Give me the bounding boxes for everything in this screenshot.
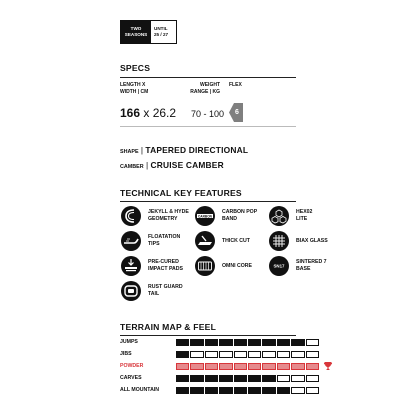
shape-row: SHAPE | TAPERED DIRECTIONAL [120, 145, 249, 155]
weight-range-label: WEIGHT RANGE | KG [190, 82, 220, 95]
rating-segment [219, 375, 232, 382]
terrain-label: CARVES [120, 375, 142, 381]
terrain-title: TERRAIN MAP & FEEL [120, 322, 217, 332]
rating-segment [190, 387, 203, 394]
feature-jekyll-hyde: JEKYLL & HYDE GEOMETRY [120, 205, 189, 227]
camber-value: CRUISE CAMBER [150, 160, 224, 170]
jekyll-hyde-icon [120, 205, 142, 227]
rating-segment [306, 351, 319, 358]
rating-segment [277, 351, 290, 358]
rating-segment [205, 375, 218, 382]
until-label: UNTIL 25 / 27 [151, 21, 176, 43]
terrain-label: POWDER [120, 363, 144, 369]
rating-segment [277, 375, 290, 382]
terrain-rating-bar [176, 351, 320, 358]
terrain-row-all-mountain [120, 386, 340, 396]
rating-segment [306, 339, 319, 346]
rating-segment [205, 387, 218, 394]
length-width-value [120, 106, 176, 120]
biax-glass-icon [268, 230, 290, 252]
weight-range-value: 70 - 100 [191, 109, 225, 119]
sintered-base-icon-text: SN17 [273, 263, 285, 269]
rating-segment [219, 387, 232, 394]
rating-segment [205, 351, 218, 358]
terrain-row-powder [120, 362, 340, 372]
rating-segment [234, 351, 247, 358]
terrain-row-carves [120, 374, 340, 384]
flex-label: FLEX [229, 82, 242, 88]
terrain-row-jibs [120, 350, 340, 360]
rating-segment [248, 339, 261, 346]
terrain-rating-bar [176, 339, 320, 346]
feature-omni-core: OMNI CORE [194, 255, 252, 277]
rating-segment [291, 339, 304, 346]
features-divider [120, 201, 296, 202]
width-value: 26.2 [152, 106, 177, 120]
rating-segment [234, 375, 247, 382]
features-title: TECHNICAL KEY FEATURES [120, 188, 242, 198]
specs-bottom-divider [120, 126, 296, 127]
rating-segment [190, 351, 203, 358]
specs-divider [120, 77, 296, 78]
rating-segment [205, 363, 218, 370]
terrain-label: JIBS [120, 351, 132, 357]
rust-guard-icon [120, 280, 142, 302]
hex-core-icon [268, 205, 290, 227]
feature-sintered-base: SN17 SINTERED 7 BASE [268, 255, 327, 277]
rating-segment [291, 375, 304, 382]
season-badge [120, 20, 177, 44]
rating-segment [306, 363, 319, 370]
rating-segment [262, 363, 275, 370]
camber-key: CAMBER [120, 164, 144, 170]
rating-segment [190, 375, 203, 382]
sintered-base-icon [268, 255, 290, 277]
rating-segment [219, 351, 232, 358]
rating-segment [291, 387, 304, 394]
rating-segment [205, 339, 218, 346]
rating-segment [176, 339, 189, 346]
rating-segment [234, 339, 247, 346]
two-seasons-label: TWO SEASONS [121, 21, 151, 43]
feature-floatation-tips: FLOATATION TIPS [120, 230, 180, 252]
feature-impact-pads: PRE-CURED IMPACT PADS [120, 255, 183, 277]
terrain-label: ALL MOUNTAIN [120, 387, 159, 393]
feature-hex02-lite: HEX02 LITE [268, 205, 312, 227]
omni-core-icon [194, 255, 216, 277]
terrain-row-jumps [120, 338, 340, 348]
rating-segment [176, 387, 189, 394]
rating-segment [262, 339, 275, 346]
rating-segment [190, 363, 203, 370]
rating-segment [291, 351, 304, 358]
rating-segment [219, 363, 232, 370]
rating-segment [248, 375, 261, 382]
floatation-tips-icon [120, 230, 142, 252]
length-value: 166 [120, 106, 141, 120]
terrain-rating-bar [176, 387, 320, 394]
feature-carbon-pop: CARBON CARBON POP BAND [194, 205, 257, 227]
length-width-label: LENGTH X WIDTH | CM [120, 82, 149, 95]
feature-biax-glass: BIAX GLASS [268, 230, 328, 252]
rating-segment [248, 387, 261, 394]
rating-segment [277, 363, 290, 370]
terrain-rating-bar [176, 375, 320, 382]
rating-segment [190, 339, 203, 346]
flex-value: 6 [235, 109, 239, 116]
feature-thick-cut: THICK CUT [194, 230, 250, 252]
flex-indicator [229, 103, 243, 122]
thick-cut-icon [194, 230, 216, 252]
rating-segment [262, 351, 275, 358]
carbon-pop-icon [194, 205, 216, 227]
terrain-label: JUMPS [120, 339, 138, 345]
terrain-divider [120, 335, 296, 336]
rating-segment [176, 351, 189, 358]
rating-segment [248, 363, 261, 370]
rating-segment [176, 363, 189, 370]
rating-segment [262, 375, 275, 382]
rating-segment [277, 387, 290, 394]
feature-rust-guard: RUST GUARD TAIL [120, 280, 183, 302]
specs-title: SPECS [120, 63, 151, 73]
camber-row: CAMBER | CRUISE CAMBER [120, 160, 224, 170]
times-sign: x [140, 106, 153, 120]
rating-segment [234, 387, 247, 394]
rating-segment [306, 375, 319, 382]
shape-value: TAPERED DIRECTIONAL [145, 145, 249, 155]
trophy-icon [323, 361, 333, 371]
rating-segment [277, 339, 290, 346]
rating-segment [234, 363, 247, 370]
rating-segment [248, 351, 261, 358]
rating-segment [291, 363, 304, 370]
rating-segment [306, 387, 319, 394]
carbon-pop-icon-text: CARBON [198, 214, 212, 219]
shape-key: SHAPE [120, 149, 139, 155]
rating-segment [262, 387, 275, 394]
rating-segment [176, 375, 189, 382]
impact-pads-icon [120, 255, 142, 277]
rating-segment [219, 339, 232, 346]
terrain-rating-bar [176, 363, 320, 370]
